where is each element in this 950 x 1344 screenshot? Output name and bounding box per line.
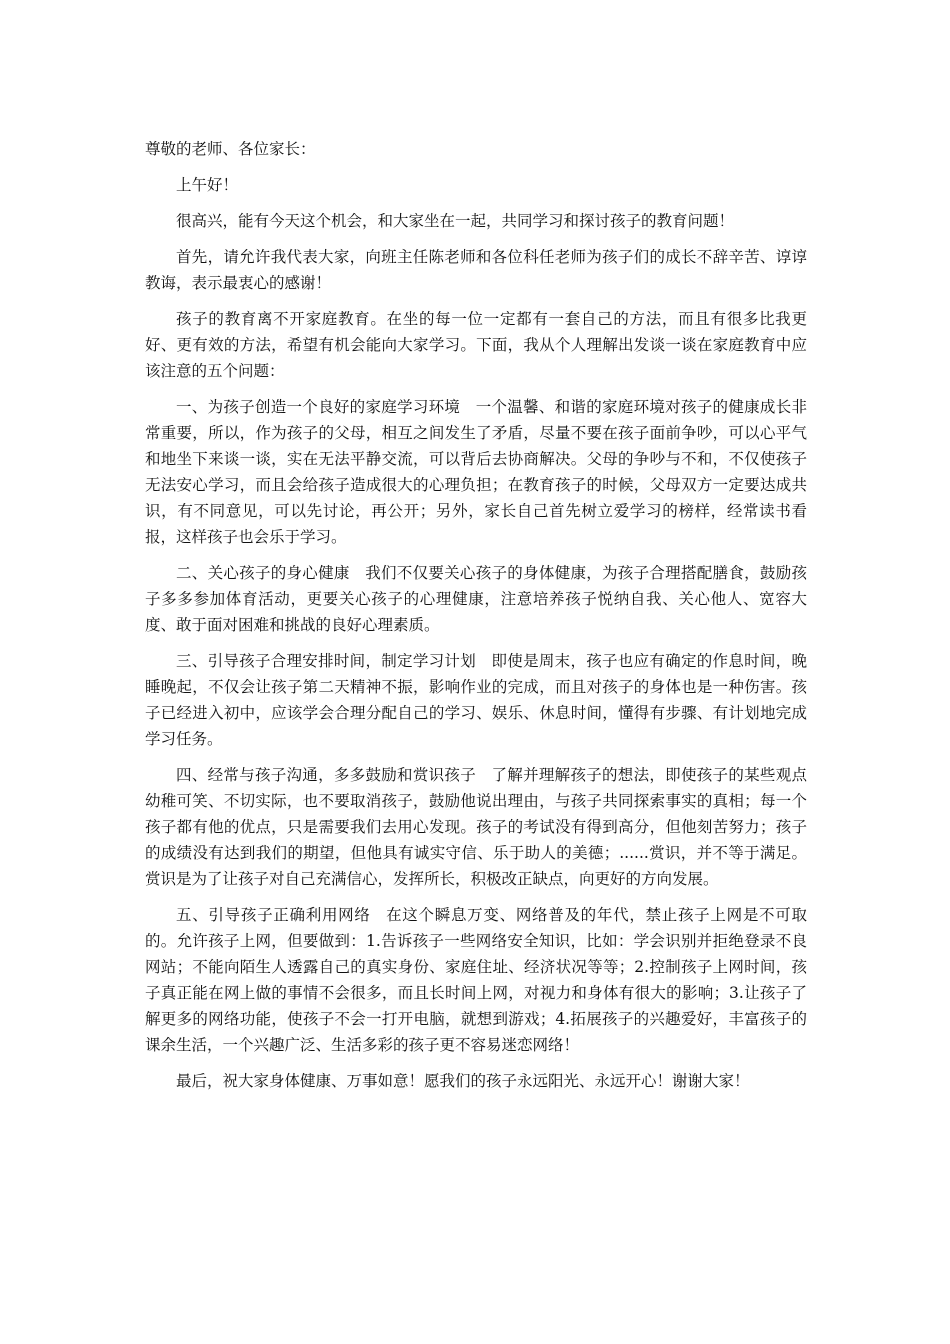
point-paragraph (145, 762, 807, 892)
point-paragraph (145, 902, 807, 1058)
greeting: 上午好！ (176, 176, 239, 194)
point-heading: 一、为孩子创造一个良好的家庭学习环境 (176, 398, 461, 416)
point-body: 一个温馨、和谐的家庭环境对孩子的健康成长非常重要，所以，作为孩子的父母，相互之间发生了矛盾，尽量不要在孩子面前争吵，可以心平气和地坐下来谈一谈，实在无法平静交流，可以背后去协商解决。父母的争吵与不和，不仅使孩子无法安心学习，而且会给孩子造成很大的心理负担；在教育孩子的时候，父母双方一定要达成共识，有不同意见，可以先讨论，再公开；另外，家长自己首先树立爱学习的榜样，经常读书看报，这样孩子也会乐于学习。 (145, 398, 807, 546)
point-heading: 五、引导孩子正确利用网络 (176, 906, 371, 924)
speech-text (145, 136, 807, 1104)
point-body: 在这个瞬息万变、网络普及的年代，禁止孩子上网是不可取的。允许孩子上网，但要做到：1.告诉孩子一些网络安全知识，比如：学会识别并拒绝登录不良网站；不能向陌生人透露自己的真实身份、家庭住址、经济状况等等；2.控制孩子上网时间，孩子真正能在网上做的事情不会很多，而且长时间上网，对视力和身体有很大的影响；3.让孩子了解更多的网络功能，使孩子不会一打开电脑，就想到游戏；4.拓展孩子的兴趣爱好，丰富孩子的课余生活，一个兴趣广泛、生活多彩的孩子更不容易迷恋网络！ (145, 906, 807, 1054)
point-heading: 二、关心孩子的身心健康 (176, 564, 350, 582)
point-body: 了解并理解孩子的想法，即使孩子的某些观点幼稚可笑、不切实际，也不要取消孩子，鼓励他说出理由，与孩子共同探索事实的真相；每一个孩子都有他的优点，只是需要我们去用心发现。孩子的考试没有得到高分，但他刻苦努力；孩子的成绩没有达到我们的期望，但他具有诚实守信、乐于助人的美德；......赏识，并不等于满足。赏识是为了让孩子对自己充满信心，发挥所长，积极改正缺点，向更好的方向发展。 (145, 766, 807, 888)
point-heading: 四、经常与孩子沟通，多多鼓励和赏识孩子 (176, 766, 476, 784)
point-paragraph (145, 394, 807, 550)
point-body: 我们不仅要关心孩子的身体健康，为孩子合理搭配膳食，鼓励孩子多多参加体育活动，更要关心孩子的心理健康，注意培养孩子悦纳自我、关心他人、宽容大度、敢于面对困难和挑战的良好心理素质。 (145, 564, 807, 634)
point-heading: 三、引导孩子合理安排时间，制定学习计划 (176, 652, 476, 670)
point-paragraph (145, 560, 807, 638)
point-paragraph (145, 648, 807, 752)
intro-paragraph: 很高兴，能有今天这个机会，和大家坐在一起，共同学习和探讨孩子的教育问题！ (176, 212, 735, 230)
overview-paragraph: 孩子的教育离不开家庭教育。在坐的每一位一定都有一套自己的方法，而且有很多比我更好、更有效的方法，希望有机会能向大家学习。下面，我从个人理解出发谈一谈在家庭教育中应该注意的五个问题： (145, 310, 807, 380)
thanks-paragraph: 首先，请允许我代表大家，向班主任陈老师和各位科任老师为孩子们的成长不辞辛苦、谆谆教诲，表示最衷心的感谢！ (145, 248, 807, 292)
point-body: 即使是周末，孩子也应有确定的作息时间，晚睡晚起，不仅会让孩子第二天精神不振，影响作业的完成，而且对孩子的身体也是一种伤害。孩子已经进入初中，应该学会合理分配自己的学习、娱乐、休息时间，懂得有步骤、有计划地完成学习任务。 (145, 652, 807, 748)
closing-paragraph: 最后，祝大家身体健康、万事如意！愿我们的孩子永远阳光、永远开心！谢谢大家！ (176, 1072, 750, 1090)
salutation: 尊敬的老师、各位家长： (145, 140, 316, 158)
